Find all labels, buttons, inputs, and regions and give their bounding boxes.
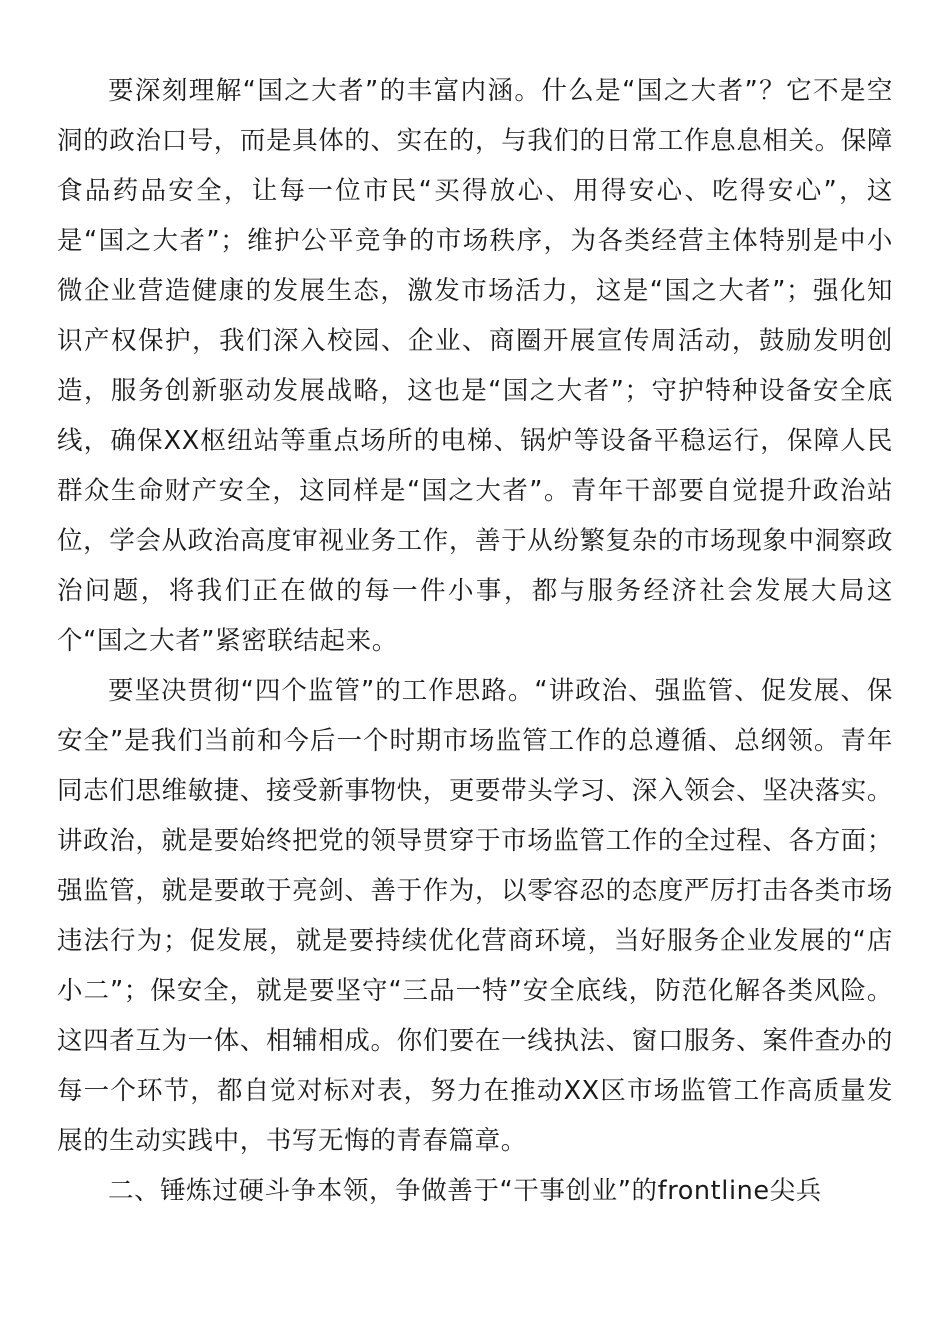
- section-heading: 二、锤炼过硬斗争本领，争做善于“干事创业”的frontline尖兵: [108, 1176, 822, 1206]
- document-body: [57, 66, 893, 1216]
- paragraph-guozhidazhe: 要深刻理解“国之大者”的丰富内涵。什么是“国之大者”？它不是空洞的政治口号，而是具体的、实在的，与我们的日常工作息息相关。保障食品药品安全，让每一位市民“买得放心、用得安心、吃得安心”，这是“国之大者”；维护公平竞争的市场秩序，为各类经营主体特别是中小微企业营造健康的发展生态，激发市场活力，这是“国之大者”；强化知识产权保护，我们深入校园、企业、商圈开展宣传周活动，鼓励发明创造，服务创新驱动发展战略，这也是“国之大者”；守护特种设备安全底线，确保XX枢纽站等重点场所的电梯、锅炉等设备平稳运行，保障人民群众生命财产安全，这同样是“国之大者”。青年干部要自觉提升政治站位，学会从政治高度审视业务工作，善于从纷繁复杂的市场现象中洞察政治问题，将我们正在做的每一件小事，都与服务经济社会发展大局这个“国之大者”紧密联结起来。: [57, 76, 893, 656]
- paragraph-four-supervision: 要坚决贯彻“四个监管”的工作思路。“讲政治、强监管、促发展、保安全”是我们当前和今后一个时期市场监管工作的总遵循、总纲领。青年同志们思维敏捷、接受新事物快，更要带头学习、深入领会、坚决落实。讲政治，就是要始终把党的领导贯穿于市场监管工作的全过程、各方面；强监管，就是要敢于亮剑、善于作为，以零容忍的态度严厉打击各类市场违法行为；促发展，就是要持续优化营商环境，当好服务企业发展的“店小二”；保安全，就是要坚守“三品一特”安全底线，防范化解各类风险。这四者互为一体、相辅相成。你们要在一线执法、窗口服务、案件查办的每一个环节，都自觉对标对表，努力在推动XX区市场监管工作高质量发展的生动实践中，书写无悔的青春篇章。: [57, 676, 893, 1156]
